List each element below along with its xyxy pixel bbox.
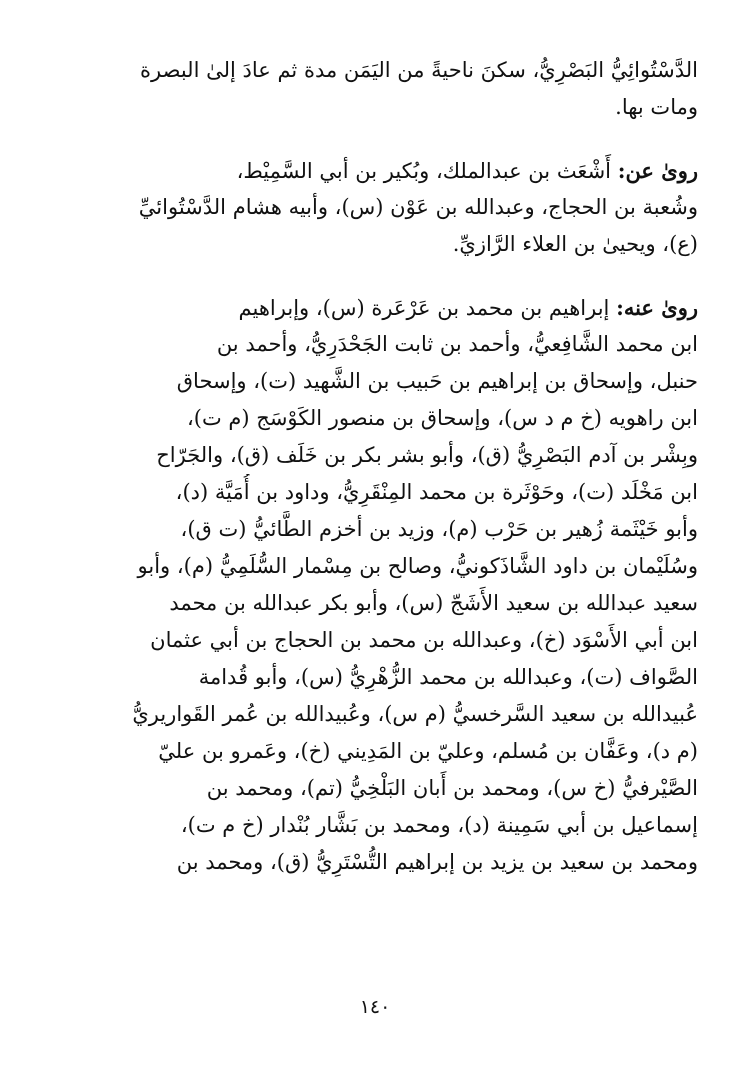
- text-line: [58, 289, 698, 326]
- page-number: ١٤٠: [359, 996, 391, 1018]
- text-fragment: إبراهيم بن محمد بن عَرْعَرة (س)، وإبراهيم: [238, 296, 610, 320]
- text-line: الصَّيْرفيُّ (خ س)، ومحمد بن أَبان البَلْخِيُّ (تم)، ومحمد بن: [206, 776, 698, 800]
- page-body: [58, 52, 698, 907]
- text-line: وأبو خَيْثَمة زُهير بن حَرْب (م)، وزيد بن أخزم الطَّائيُّ (ت ق)،: [180, 517, 698, 541]
- text-line: ومات بها.: [615, 95, 698, 119]
- text-fragment: أَشْعَث بن عبدالملك، وبُكير بن أبي السَّمِيْط،: [236, 159, 611, 183]
- text-line: ابن أبي الأَسْوَد (خ)، وعبدالله بن محمد بن الحجاج بن أبي عثمان: [150, 628, 698, 652]
- text-line: حنبل، وإسحاق بن إبراهيم بن حَبيب بن الشَّهيد (ت)، وإسحاق: [176, 369, 698, 393]
- paragraph-narrated-by: [58, 289, 698, 881]
- paragraph-narrated-from: [58, 152, 698, 263]
- text-line: ابن مَخْلَد (ت)، وحَوْثَرة بن محمد المِنْقَرِيُّ، وداود بن أُمَيَّة (د)،: [175, 480, 698, 504]
- text-line: ومحمد بن سعيد بن يزيد بن إبراهيم التُّسْتَرِيُّ (ق)، ومحمد بن: [176, 850, 698, 874]
- text-line: ابن محمد الشَّافِعيُّ، وأحمد بن ثابت الجَحْدَرِيُّ، وأحمد بن: [216, 332, 698, 356]
- text-line: (م د)، وعَفَّان بن مُسلم، وعليّ بن المَدِيني (خ)، وعَمرو بن عليّ: [158, 739, 698, 763]
- section-heading: روىٰ عن:: [617, 158, 698, 183]
- text-line: الصَّواف (ت)، وعبدالله بن محمد الزُّهْرِيُّ (س)، وأبو قُدامة: [198, 665, 698, 689]
- paragraph-intro: [58, 52, 698, 126]
- text-line: (ع)، ويحيىٰ بن العلاء الرَّازيِّ.: [452, 232, 698, 256]
- text-line: إسماعيل بن أبي سَمِينة (د)، ومحمد بن بَشَّار بُنْدار (خ م ت)،: [180, 813, 698, 837]
- text-line: وسُلَيْمان بن داود الشَّاذَكونيُّ، وصالح بن مِسْمار السُّلَمِيُّ (م)، وأبو: [137, 554, 698, 578]
- text-line: ابن راهويه (خ م د س)، وإسحاق بن منصور الكَوْسَج (م ت)،: [186, 406, 698, 430]
- section-heading: روىٰ عنه:: [616, 295, 698, 320]
- text-line: وبِشْر بن آدم البَصْرِيُّ (ق)، وأبو بشر بكر بن خَلَف (ق)، والجَرّاح: [156, 443, 698, 467]
- text-line: الدَّسْتُوائِيُّ البَصْرِيُّ، سكنَ ناحيةً من اليَمَن مدة ثم عادَ إلىٰ البصرة: [140, 58, 698, 82]
- text-line: وشُعبة بن الحجاج، وعبدالله بن عَوْن (س)، وأبيه هشام الدَّسْتُوائيِّ: [138, 195, 698, 219]
- text-line: سعيد عبدالله بن سعيد الأَشَجّ (س)، وأبو بكر عبدالله بن محمد: [169, 591, 698, 615]
- text-line: [58, 152, 698, 189]
- text-line: عُبيدالله بن سعيد السَّرخسيُّ (م س)، وعُبيدالله بن عُمر القَواريريُّ: [132, 702, 698, 726]
